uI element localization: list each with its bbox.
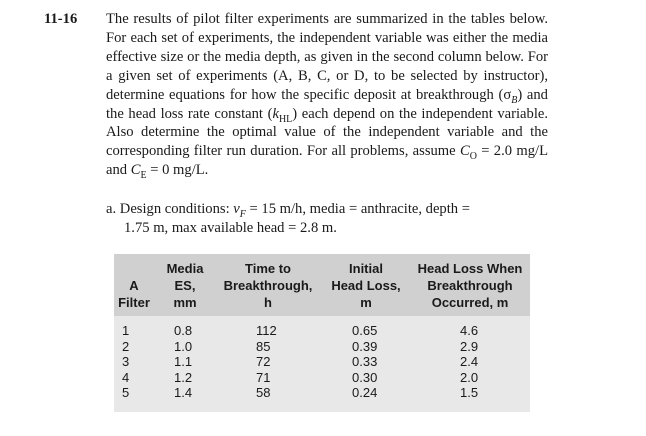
cell-breakthrough-head: 4.6 [460, 323, 479, 338]
col-filter [122, 323, 134, 401]
part-a [106, 200, 548, 238]
cell-es: 0.8 [174, 323, 193, 338]
vf-subscript: F [239, 208, 246, 220]
col-breakthrough-head [460, 323, 490, 401]
cell-initial-head: 0.65 [352, 323, 378, 338]
cell-es: 1.0 [174, 338, 193, 354]
part-a-label: a. Design conditions: [106, 201, 234, 217]
header-time [218, 260, 318, 311]
intro-end-text: ) each depend on the independent variable. Also determine the optimal value of the independent variable and the corresponding filter run duration. For all problems, assume [106, 105, 548, 160]
cell-filter: 4 [122, 369, 130, 385]
table-header [114, 254, 530, 316]
cell-filter: 5 [122, 385, 130, 401]
header-filter [114, 260, 154, 311]
cell-initial-head: 0.39 [352, 338, 378, 354]
intro-mid-text: ) and the head loss rate constant ( [106, 86, 548, 122]
header-es-line3: mm [173, 295, 197, 310]
cell-initial-head: 0.30 [352, 369, 378, 385]
header-time-line2: Breakthrough, [223, 278, 313, 293]
ce-value: = 0 mg/L. [146, 162, 209, 179]
vf-symbol: v [233, 201, 240, 217]
ce-symbol: C [130, 162, 141, 179]
cell-breakthrough-head: 1.5 [460, 385, 479, 401]
header-initial-head [326, 260, 406, 311]
cell-time: 85 [256, 338, 271, 354]
header-bt-line2: Breakthrough [427, 278, 513, 293]
header-filter-line2: Filter [118, 295, 150, 310]
header-time-line3: h [264, 295, 272, 310]
cell-filter: 2 [122, 338, 130, 354]
header-es-line1: Media [166, 261, 204, 276]
cell-time: 71 [256, 369, 271, 385]
k-subscript: HL [278, 113, 293, 125]
cell-time: 58 [256, 385, 271, 401]
cell-filter: 3 [122, 354, 130, 370]
cell-es: 1.4 [174, 385, 193, 401]
cell-es: 1.1 [174, 354, 193, 370]
part-a-line1-rest: = 15 m/h, media = anthracite, depth = [245, 201, 470, 217]
intro-text: The results of pilot filter experiments are summarized in the tables below. For each set of experiments, the independent variable was either the media effective size or the media depth, as given in the second column below. For a given set of experiments (A, B, C, or D, to be selected by instructor), determine equations for how the specific deposit at breakthrough (σ [106, 11, 548, 103]
c0-value: = 2.0 mg/L and [106, 143, 548, 179]
header-filter-line1: A [129, 278, 139, 293]
cell-breakthrough-head: 2.0 [460, 369, 479, 385]
cell-initial-head: 0.24 [352, 385, 378, 401]
col-es [174, 323, 204, 401]
cell-es: 1.2 [174, 369, 193, 385]
part-a-line2: 1.75 m, max available head = 2.8 m. [124, 219, 337, 236]
cell-filter: 1 [122, 323, 130, 338]
cell-time: 72 [256, 354, 271, 370]
header-es [156, 260, 214, 311]
header-initial-line2: Head Loss, [331, 278, 401, 293]
cell-breakthrough-head: 2.4 [460, 354, 479, 370]
header-breakthrough-head [412, 260, 528, 311]
sigma-subscript: B [511, 94, 518, 106]
col-time [256, 323, 286, 401]
c0-symbol: C [459, 143, 470, 160]
col-initial-head [352, 323, 388, 401]
cell-initial-head: 0.33 [352, 354, 378, 370]
header-bt-line3: Occurred, m [431, 295, 509, 310]
cell-time: 112 [256, 323, 277, 338]
header-initial-line1: Initial [349, 261, 383, 276]
data-table-a [114, 254, 530, 412]
c0-subscript: O [469, 151, 477, 163]
problem-number: 11-16 [44, 11, 78, 27]
header-bt-line1: Head Loss When [417, 261, 523, 276]
header-initial-line3: m [360, 295, 372, 310]
k-symbol: k [272, 105, 279, 122]
problem-statement [106, 10, 548, 180]
header-time-line1: Time to [245, 261, 291, 276]
header-es-line2: ES, [174, 278, 196, 293]
header-blank [114, 260, 154, 277]
part-a-line1 [106, 201, 470, 220]
cell-breakthrough-head: 2.9 [460, 338, 479, 354]
ce-subscript: E [140, 170, 147, 182]
